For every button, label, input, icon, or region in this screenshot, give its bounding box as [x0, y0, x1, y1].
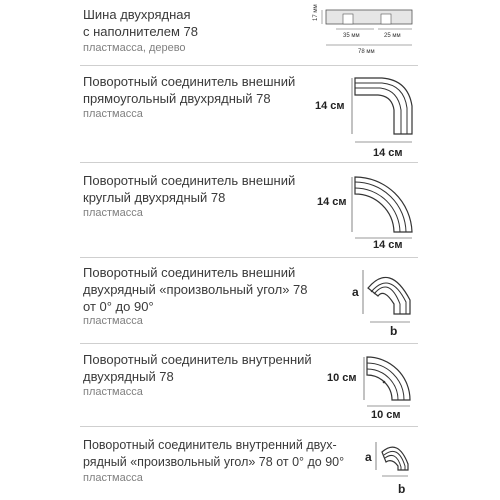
product-title-line2: двухрядный «произвольный угол» 78: [83, 282, 308, 297]
product-title-line2: рядный «произвольный угол» 78 от 0° до 90°: [83, 455, 345, 469]
product-material: пластмасса: [83, 207, 143, 219]
separator: [80, 162, 418, 163]
dim-side: 10 см: [327, 372, 357, 384]
product-title-line1: Поворотный соединитель внутренний: [83, 352, 312, 367]
dim-width: 78 мм: [358, 49, 375, 55]
dim-a: 35 мм: [343, 33, 360, 39]
product-material: пластмасса, дерево: [83, 42, 186, 54]
dim-bottom: 14 см: [373, 239, 403, 251]
dim-bottom: 14 см: [373, 147, 403, 159]
int-angle-connector-drawing: [374, 438, 414, 480]
product-material: пластмасса: [83, 472, 143, 484]
dim-side: a: [365, 450, 372, 464]
dim-side: 14 см: [315, 100, 345, 112]
dim-height: 17 мм: [313, 4, 319, 21]
ext-rect-connector-drawing: [352, 76, 417, 146]
product-title-line1: Поворотный соединитель внешний: [83, 173, 296, 188]
product-title-line3: от 0° до 90°: [83, 299, 154, 314]
product-title-line2: прямоугольный двухрядный 78: [83, 91, 271, 106]
dim-bottom: b: [390, 324, 398, 338]
product-title-line1: Поворотный соединитель внешний: [83, 265, 296, 280]
dim-side: 14 см: [317, 196, 347, 208]
dim-bottom: b: [398, 482, 406, 496]
product-title-line1: Поворотный соединитель внешний: [83, 74, 296, 89]
dim-side: a: [352, 285, 359, 299]
product-title-line1: Шина двухрядная: [83, 7, 191, 22]
product-material: пластмасса: [83, 108, 143, 120]
product-material: пластмасса: [83, 315, 143, 327]
rail-profile-drawing: [308, 5, 418, 55]
dim-bottom: 10 см: [371, 409, 401, 421]
product-title-line2: круглый двухрядный 78: [83, 190, 226, 205]
product-title-line1: Поворотный соединитель внутренний двух-: [83, 438, 337, 452]
product-material: пластмасса: [83, 386, 143, 398]
separator: [80, 343, 418, 344]
dim-b: 25 мм: [384, 33, 401, 39]
separator: [80, 257, 418, 258]
product-title-line2: двухрядный 78: [83, 369, 174, 384]
separator: [80, 65, 418, 66]
ext-round-connector-drawing: [352, 174, 417, 240]
separator: [80, 426, 418, 427]
int-connector-drawing: [364, 354, 416, 408]
product-title-line2: с наполнителем 78: [83, 24, 198, 39]
ext-angle-connector-drawing: [362, 266, 417, 326]
